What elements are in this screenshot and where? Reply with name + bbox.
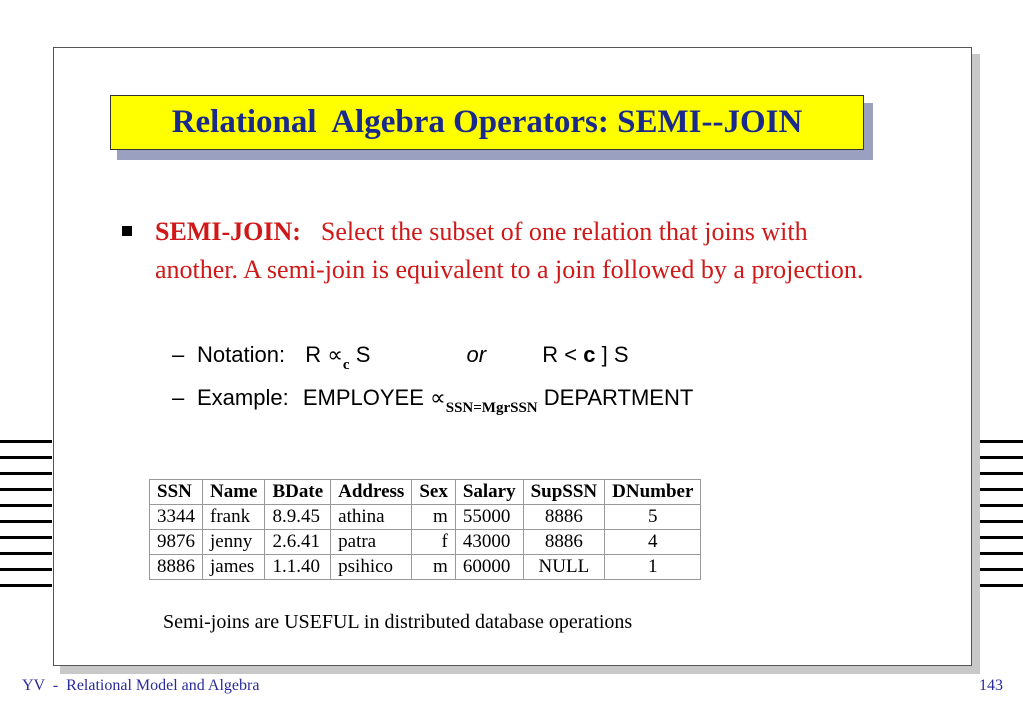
notation-line: – Notation: $R \propto_c$ S or R < c ] S <box>172 342 629 373</box>
result-table <box>149 479 701 580</box>
table-header: Address <box>331 480 412 505</box>
table-cell: 8886 <box>523 505 605 530</box>
example-line: – Example: EMPLOYEE $\propto_{SSN=MgrSSN}$ DEPARTMENT <box>172 385 694 416</box>
table-cell: f <box>412 530 456 555</box>
table-cell: 55000 <box>455 505 523 530</box>
bullet-body: Select the subset of one relation that joins with another. A semi-join is equivalent to a join followed by a projection. <box>155 217 864 284</box>
example-label: Example: <box>197 385 289 410</box>
footnote-text: Semi-joins are USEFUL in distributed database operations <box>163 611 633 633</box>
left-stripes-decoration <box>0 440 52 600</box>
table-header: Name <box>203 480 265 505</box>
slide-title: Relational Algebra Operators: SEMI--JOIN <box>171 104 803 140</box>
example-sub: SSN=MgrSSN <box>445 400 538 416</box>
example-right: DEPARTMENT <box>543 385 694 410</box>
semijoin-symbol-icon: ∝ <box>327 342 343 367</box>
table-cell: jenny <box>203 530 265 555</box>
notation-lt: < <box>564 342 578 367</box>
semijoin-symbol-icon: ∝ <box>430 385 446 410</box>
table-cell: patra <box>331 530 412 555</box>
page-number: 143 <box>979 677 1003 694</box>
table-header: SSN <box>150 480 203 505</box>
table-cell: 8886 <box>523 530 605 555</box>
table-row <box>150 530 701 555</box>
table-cell: 43000 <box>455 530 523 555</box>
table-header: SupSSN <box>523 480 605 505</box>
table-cell: 8886 <box>150 555 203 580</box>
example-left: EMPLOYEE <box>302 385 424 410</box>
table-cell: 5 <box>605 505 701 530</box>
table-header: DNumber <box>605 480 701 505</box>
bullet-text <box>155 213 895 289</box>
table-cell: 60000 <box>455 555 523 580</box>
table-row <box>150 505 701 530</box>
table-cell: 2.6.41 <box>265 530 331 555</box>
notation-rest: ] S <box>601 342 629 367</box>
table-header: Salary <box>455 480 523 505</box>
right-stripes-decoration <box>973 440 1023 600</box>
notation-r2: R <box>542 342 559 367</box>
table-cell: m <box>412 555 456 580</box>
table-cell: 1.1.40 <box>265 555 331 580</box>
notation-s: S <box>355 342 371 367</box>
table-header-row <box>150 480 701 505</box>
notation-sub: c <box>342 357 350 373</box>
table-cell: athina <box>331 505 412 530</box>
table-cell: psihico <box>331 555 412 580</box>
notation-r: R <box>305 342 322 367</box>
notation-or: or <box>466 342 487 367</box>
table-cell: 3344 <box>150 505 203 530</box>
table-cell: m <box>412 505 456 530</box>
notation-label: Notation: <box>197 342 286 367</box>
title-box <box>110 95 864 150</box>
table-cell: 4 <box>605 530 701 555</box>
table-row <box>150 555 701 580</box>
table-cell: frank <box>203 505 265 530</box>
table-cell: NULL <box>523 555 605 580</box>
table-cell: james <box>203 555 265 580</box>
square-bullet-icon <box>122 226 132 236</box>
footer-course-label: YV - Relational Model and Algebra <box>22 677 260 694</box>
notation-c: c <box>583 342 596 367</box>
table-cell: 9876 <box>150 530 203 555</box>
table-header: Sex <box>412 480 456 505</box>
table-cell: 1 <box>605 555 701 580</box>
table-header: BDate <box>265 480 331 505</box>
table-cell: 8.9.45 <box>265 505 331 530</box>
bullet-lead: SEMI-JOIN: <box>155 217 301 246</box>
